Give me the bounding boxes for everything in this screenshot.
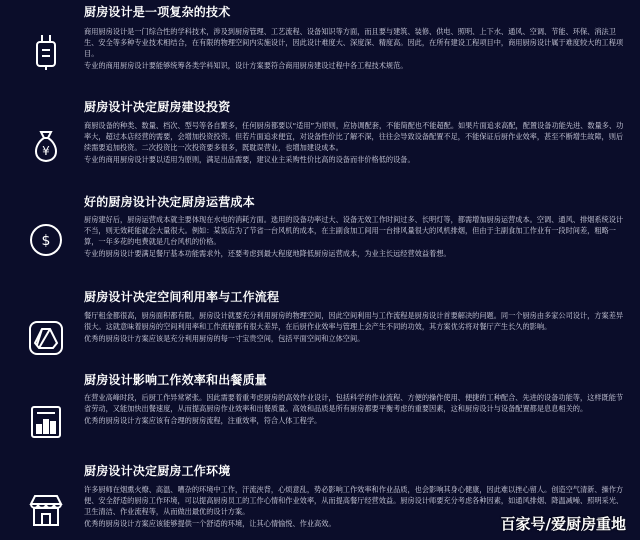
section-title: 好的厨房设计决定厨房运营成本 — [84, 195, 255, 209]
power-adapter-icon — [24, 30, 68, 74]
watermark: 百家号/爱厨房重地 — [500, 515, 626, 533]
section-body — [84, 392, 628, 427]
paragraph: 在营业高峰时段，后厨工作异常紧张。因此需要着重考虑厨房的高效作业设计，包括科学的作业流程、方便的操作使用、便捷的工种配合、先进的设备功能等，这样既能节省劳动，又能加快出餐速度，从而提高厨房作业效率和出餐质量。高效和品质是所有厨房都要平衡考虑的重要因素，这和厨房设计与设备配置都是息息相关的。 — [84, 393, 624, 413]
section-body — [84, 214, 628, 260]
paragraph: 优秀的厨房设计方案应该有合理的厨房流程，注重效率，符合人体工程学。 — [84, 416, 322, 425]
svg-text:$: $ — [41, 233, 51, 249]
section-title: 厨房设计是一项复杂的技术 — [84, 5, 231, 19]
section-body — [84, 310, 628, 345]
svg-text:¥: ¥ — [42, 144, 50, 158]
paragraph: 商厨设备的种类、数量、档次、型号等各自繁多，任何厨房都要以“适用”为原则，应协调配套，不能简配也不能超配。如果片面追求高配，配置设备功能先进、数量多、功率大，超过本店经营的需要，会增加投资投资。但若片面追求便宜，对设备性价比了解不深，往往会导致设备配置不足，不能保证后厨作业效率，甚至不断增生故障，则后续需要追加投资。二次投资比一次投资要多很多，既耽误营业，也增加建设成本。 — [84, 121, 624, 152]
paragraph: 厨房建好后，厨房运营成本就主要体现在水电的消耗方面。选用的设备功率过大、设备无效工作时间过多、长明灯等，都需增加厨房运营成本。空调、通风、排烟系统设计不当，则无效耗能就会大量很大。例如：某饭店为了节省一台风机的成本，在主副食加工间用一台排风量很大的风机排烟，但由于主副食加工作业有一段时间差，粗略一算，一年多花的电费就是几台风机的价格。 — [84, 215, 624, 246]
triangle-logo-icon — [24, 316, 68, 360]
paragraph: 专业的厨房设计要满足餐厅基本功能需求外，还要考虑到最大程度地降低厨房运营成本，为业主长远经营效益着想。 — [84, 249, 451, 258]
section-title: 厨房设计决定厨房建设投资 — [84, 100, 231, 114]
paragraph: 餐厅租金都很高，厨房面积都有限，厨房设计就要充分利用厨房的物理空间，因此空间利用与工作流程是厨房设计首要解决的问题。同一个厨房由多家公司设计，方案差异很大。这就意味着厨房的空间利用率和工作流程都有很大差异，在后厨作业效率与管理上会产生不同的功效，其方案优劣将对餐厅产生长久的影响。 — [84, 311, 624, 331]
money-bag-icon — [24, 124, 68, 168]
chart-report-icon — [24, 400, 68, 444]
paragraph: 优秀的厨房设计方案应该能够提供一个舒适的环境，让其心情愉悦、作业高效。 — [84, 519, 336, 528]
paragraph: 专业的商用厨房设计要能够统筹各类学科知识，设计方案要符合商用厨房建设过程中各工程技术规范。 — [84, 61, 408, 70]
paragraph: 许多厨师在烟熏火燎、高温、嘈杂的环境中工作，汗流浃背，心烦意乱，势必影响工作效率和作业品质，也会影响其身心健康，因此难以挫心留人。创造空气清新、操作方便、安全舒适的厨房工作环境，可以提高厨房员工的工作心情和作业效率，从而提高餐厅经营效益。厨房设计师要充分考虑各种因素，如通风排烟、降温减噪、照明采光、卫生清洁、作业流程等，从而做出最优的设计方案。 — [84, 485, 624, 516]
paragraph: 专业的商用厨房设计要以适用为原则，满足出品需要，建议业主采购性价比高的设备而非价格低的设备。 — [84, 155, 415, 164]
section-title: 厨房设计影响工作效率和出餐质量 — [84, 373, 268, 387]
paragraph: 优秀的厨房设计方案应该是充分利用厨房的每一寸宝贵空间，包括平面空间和立体空间。 — [84, 334, 365, 343]
storefront-icon — [24, 488, 68, 532]
money-circle-icon — [24, 218, 68, 262]
paragraph: 商用厨房设计是一门综合性的学科技术，涉及到厨房管理、工艺流程、设备知识等方面，而且要与建筑、装修、供电、照明、上下水、通风、空调、节能、环保、消法卫生、安全等多种专业技术相结合，在有限的物理空间内实施设计，因此设计难度大、深度深、精度高。因此，在所有建设工程项目中，商用厨房设计属于难度较大的工程项目。 — [84, 27, 624, 58]
section-body — [84, 120, 628, 166]
section-title: 厨房设计决定空间利用率与工作流程 — [84, 290, 280, 304]
section-title: 厨房设计决定厨房工作环境 — [84, 464, 231, 478]
section-body — [84, 26, 628, 72]
